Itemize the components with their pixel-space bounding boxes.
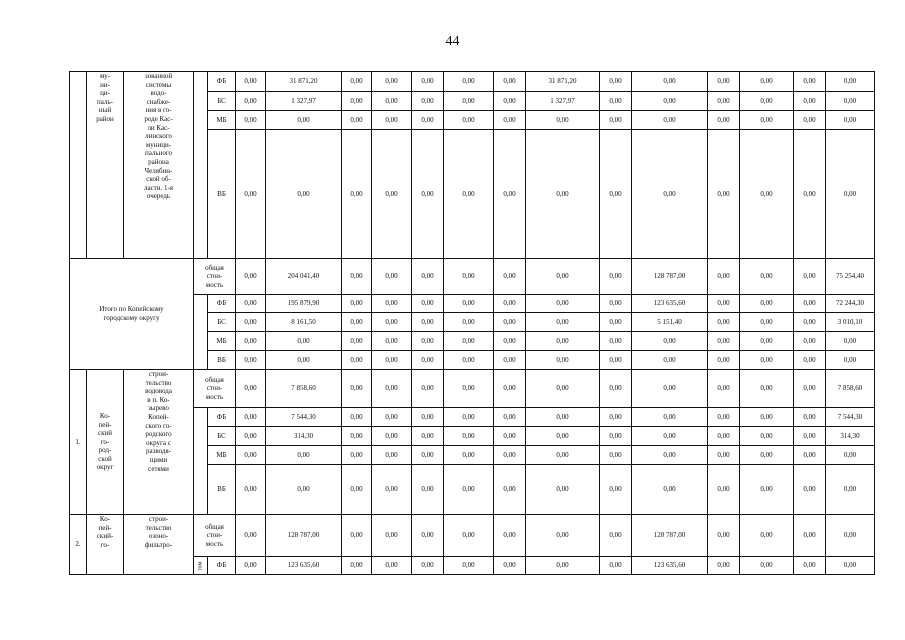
including-cell — [194, 72, 208, 259]
value-cell: 0,00 — [236, 259, 266, 295]
value-cell: 0,00 — [342, 295, 372, 313]
value-cell: 0,00 — [266, 111, 342, 130]
value-cell: 0,00 — [526, 351, 600, 370]
value-cell: 0,00 — [740, 111, 794, 130]
value-cell: 0,00 — [632, 446, 708, 465]
value-cell: 0,00 — [740, 446, 794, 465]
value-cell: 0,00 — [372, 351, 412, 370]
value-cell: 314,30 — [826, 427, 875, 446]
object-cell: строи- тельство озоно- фильтро- — [124, 515, 194, 575]
value-cell: 0,00 — [632, 370, 708, 408]
value-cell: 0,00 — [826, 92, 875, 111]
value-cell: 0,00 — [372, 259, 412, 295]
value-cell: 0,00 — [826, 130, 875, 259]
value-cell: 128 787,00 — [632, 515, 708, 557]
value-cell: 0,00 — [236, 446, 266, 465]
value-cell: 0,00 — [444, 332, 494, 351]
value-cell: 0,00 — [444, 130, 494, 259]
page-number: 44 — [445, 34, 460, 49]
organization-cell: Ко- пей- ский- го- — [87, 515, 124, 575]
source-cell: ВБ — [208, 351, 236, 370]
value-cell: 0,00 — [526, 332, 600, 351]
including-cell — [194, 295, 208, 370]
value-cell: 31 871,20 — [266, 72, 342, 92]
value-cell: 0,00 — [412, 130, 444, 259]
value-cell: 0,00 — [494, 313, 526, 332]
value-cell: 0,00 — [526, 313, 600, 332]
value-cell: 0,00 — [708, 515, 740, 557]
value-cell: 0,00 — [494, 72, 526, 92]
value-cell: 0,00 — [708, 446, 740, 465]
value-cell: 0,00 — [412, 332, 444, 351]
total-cost-label: общая стои- мость — [194, 259, 236, 295]
value-cell: 7 858,60 — [266, 370, 342, 408]
value-cell: 0,00 — [266, 351, 342, 370]
value-cell: 3 010,10 — [826, 313, 875, 332]
value-cell: 0,00 — [494, 465, 526, 515]
value-cell: 0,00 — [494, 92, 526, 111]
source-cell: ФБ — [208, 408, 236, 427]
value-cell: 0,00 — [708, 295, 740, 313]
value-cell: 0,00 — [632, 72, 708, 92]
value-cell: 204 041,40 — [266, 259, 342, 295]
value-cell: 0,00 — [342, 92, 372, 111]
value-cell: 0,00 — [794, 295, 826, 313]
total-cost-label: общая стои- мость — [194, 370, 236, 408]
value-cell: 0,00 — [826, 351, 875, 370]
value-cell: 0,00 — [708, 332, 740, 351]
value-cell: 0,00 — [526, 408, 600, 427]
organization-cell: Ко- пей- ский го- род- ской округ — [87, 370, 124, 515]
value-cell: 0,00 — [708, 92, 740, 111]
value-cell: 0,00 — [342, 332, 372, 351]
value-cell: 0,00 — [372, 427, 412, 446]
value-cell: 0,00 — [708, 313, 740, 332]
value-cell: 0,00 — [372, 130, 412, 259]
value-cell: 0,00 — [794, 130, 826, 259]
value-cell: 0,00 — [444, 427, 494, 446]
value-cell: 0,00 — [494, 515, 526, 557]
value-cell: 0,00 — [740, 370, 794, 408]
value-cell: 0,00 — [794, 515, 826, 557]
value-cell: 0,00 — [236, 557, 266, 575]
value-cell: 0,00 — [412, 259, 444, 295]
value-cell: 0,00 — [794, 446, 826, 465]
value-cell: 0,00 — [412, 295, 444, 313]
value-cell: 0,00 — [826, 332, 875, 351]
value-cell: 0,00 — [372, 370, 412, 408]
value-cell: 0,00 — [740, 465, 794, 515]
value-cell: 0,00 — [412, 515, 444, 557]
table-row — [70, 370, 875, 408]
value-cell: 0,00 — [236, 111, 266, 130]
value-cell: 0,00 — [794, 332, 826, 351]
value-cell: 0,00 — [600, 557, 632, 575]
value-cell: 0,00 — [342, 515, 372, 557]
table-row — [70, 259, 875, 295]
value-cell: 0,00 — [236, 92, 266, 111]
source-cell: ВБ — [208, 465, 236, 515]
value-cell: 0,00 — [600, 515, 632, 557]
value-cell: 0,00 — [740, 259, 794, 295]
value-cell: 0,00 — [266, 332, 342, 351]
value-cell: 0,00 — [266, 130, 342, 259]
value-cell: 0,00 — [708, 351, 740, 370]
value-cell: 0,00 — [708, 465, 740, 515]
value-cell: 0,00 — [372, 313, 412, 332]
source-cell: МБ — [208, 446, 236, 465]
value-cell: 0,00 — [494, 427, 526, 446]
value-cell: 0,00 — [600, 408, 632, 427]
value-cell: 0,00 — [494, 351, 526, 370]
value-cell: 0,00 — [372, 92, 412, 111]
value-cell: 1 327,97 — [526, 92, 600, 111]
value-cell: 0,00 — [708, 370, 740, 408]
value-cell: 0,00 — [444, 557, 494, 575]
value-cell: 314,30 — [266, 427, 342, 446]
table-row — [70, 72, 875, 92]
value-cell: 0,00 — [412, 427, 444, 446]
value-cell: 0,00 — [412, 446, 444, 465]
value-cell: 0,00 — [740, 427, 794, 446]
value-cell: 0,00 — [526, 370, 600, 408]
value-cell: 1 327,97 — [266, 92, 342, 111]
value-cell: 0,00 — [372, 557, 412, 575]
value-cell: 72 244,30 — [826, 295, 875, 313]
value-cell: 0,00 — [708, 557, 740, 575]
value-cell: 0,00 — [412, 408, 444, 427]
value-cell: 0,00 — [444, 313, 494, 332]
value-cell: 0,00 — [740, 515, 794, 557]
value-cell: 0,00 — [794, 313, 826, 332]
value-cell: 0,00 — [236, 351, 266, 370]
value-cell: 0,00 — [444, 408, 494, 427]
value-cell: 0,00 — [740, 557, 794, 575]
value-cell: 0,00 — [412, 351, 444, 370]
value-cell: 0,00 — [794, 408, 826, 427]
value-cell: 0,00 — [794, 72, 826, 92]
value-cell: 0,00 — [632, 332, 708, 351]
value-cell: 0,00 — [494, 370, 526, 408]
value-cell: 7 544,30 — [826, 408, 875, 427]
value-cell: 0,00 — [794, 111, 826, 130]
value-cell: 0,00 — [526, 465, 600, 515]
source-cell: ФБ — [208, 72, 236, 92]
value-cell: 0,00 — [444, 465, 494, 515]
value-cell: 0,00 — [526, 515, 600, 557]
value-cell: 0,00 — [372, 111, 412, 130]
value-cell: 0,00 — [740, 72, 794, 92]
source-cell: БС — [208, 92, 236, 111]
value-cell: 0,00 — [342, 72, 372, 92]
value-cell: 7 544,30 — [266, 408, 342, 427]
value-cell: 0,00 — [494, 557, 526, 575]
value-cell: 0,00 — [600, 295, 632, 313]
value-cell: 0,00 — [444, 515, 494, 557]
value-cell: 0,00 — [526, 259, 600, 295]
value-cell: 128 787,00 — [632, 259, 708, 295]
value-cell: 0,00 — [526, 427, 600, 446]
source-cell: МБ — [208, 111, 236, 130]
value-cell: 8 161,50 — [266, 313, 342, 332]
value-cell: 0,00 — [372, 446, 412, 465]
value-cell: 0,00 — [444, 259, 494, 295]
total-label-cell: Итого по Копейскому городскому округу — [70, 259, 194, 370]
value-cell: 0,00 — [236, 515, 266, 557]
value-cell: 0,00 — [494, 295, 526, 313]
value-cell: 0,00 — [342, 351, 372, 370]
value-cell: 0,00 — [708, 130, 740, 259]
value-cell: 0,00 — [632, 351, 708, 370]
value-cell: 0,00 — [632, 465, 708, 515]
table-row — [70, 515, 875, 557]
value-cell: 0,00 — [794, 557, 826, 575]
value-cell: 0,00 — [708, 427, 740, 446]
value-cell: 0,00 — [494, 111, 526, 130]
value-cell: 195 879,90 — [266, 295, 342, 313]
value-cell: 0,00 — [372, 332, 412, 351]
value-cell: 0,00 — [342, 465, 372, 515]
value-cell: 0,00 — [444, 295, 494, 313]
source-cell: ФБ — [208, 557, 236, 575]
including-cell — [194, 408, 208, 515]
value-cell: 0,00 — [708, 259, 740, 295]
value-cell: 0,00 — [236, 72, 266, 92]
value-cell: 123 635,60 — [632, 557, 708, 575]
value-cell: 0,00 — [632, 408, 708, 427]
value-cell: 0,00 — [826, 515, 875, 557]
value-cell: 123 635,60 — [266, 557, 342, 575]
total-cost-label: общая стои- мость — [194, 515, 236, 557]
value-cell: 0,00 — [794, 351, 826, 370]
value-cell: 75 254,40 — [826, 259, 875, 295]
value-cell: 0,00 — [342, 427, 372, 446]
value-cell: 0,00 — [236, 313, 266, 332]
source-cell: БС — [208, 427, 236, 446]
value-cell: 0,00 — [600, 111, 632, 130]
value-cell: 0,00 — [632, 130, 708, 259]
value-cell: 0,00 — [266, 446, 342, 465]
value-cell: 0,00 — [372, 465, 412, 515]
value-cell: 0,00 — [236, 130, 266, 259]
value-cell: 0,00 — [444, 351, 494, 370]
value-cell: 0,00 — [444, 92, 494, 111]
value-cell: 0,00 — [342, 130, 372, 259]
value-cell: 0,00 — [236, 370, 266, 408]
value-cell: 0,00 — [600, 332, 632, 351]
value-cell: 0,00 — [494, 332, 526, 351]
value-cell: 0,00 — [412, 370, 444, 408]
value-cell: 0,00 — [372, 295, 412, 313]
value-cell: 0,00 — [740, 130, 794, 259]
value-cell: 0,00 — [342, 370, 372, 408]
value-cell: 0,00 — [740, 313, 794, 332]
organization-cell: му- ни- ци- паль- ный район — [87, 72, 124, 259]
value-cell: 0,00 — [342, 557, 372, 575]
source-cell: ФБ — [208, 295, 236, 313]
value-cell: 0,00 — [526, 130, 600, 259]
value-cell: 0,00 — [444, 111, 494, 130]
value-cell: 0,00 — [826, 111, 875, 130]
value-cell: 0,00 — [632, 92, 708, 111]
budget-table-frame — [69, 71, 865, 581]
value-cell: 0,00 — [412, 72, 444, 92]
value-cell: 0,00 — [740, 295, 794, 313]
value-cell: 0,00 — [826, 72, 875, 92]
value-cell: 0,00 — [794, 370, 826, 408]
source-cell: БС — [208, 313, 236, 332]
value-cell: 0,00 — [372, 72, 412, 92]
row-number-cell: 2. — [70, 515, 87, 575]
value-cell: 0,00 — [444, 446, 494, 465]
value-cell: 0,00 — [526, 557, 600, 575]
value-cell: 0,00 — [236, 408, 266, 427]
value-cell: 0,00 — [600, 427, 632, 446]
value-cell: 0,00 — [342, 111, 372, 130]
value-cell: 0,00 — [236, 332, 266, 351]
value-cell: 0,00 — [600, 313, 632, 332]
value-cell: 0,00 — [412, 465, 444, 515]
value-cell: 0,00 — [494, 259, 526, 295]
value-cell: 0,00 — [632, 111, 708, 130]
value-cell: 0,00 — [444, 72, 494, 92]
value-cell: 0,00 — [708, 72, 740, 92]
value-cell: 0,00 — [372, 515, 412, 557]
value-cell: 0,00 — [236, 465, 266, 515]
value-cell: 0,00 — [444, 370, 494, 408]
value-cell: 0,00 — [236, 427, 266, 446]
vertical-label: том — [197, 561, 204, 571]
value-cell: 5 151,40 — [632, 313, 708, 332]
value-cell: 0,00 — [600, 72, 632, 92]
value-cell: 0,00 — [794, 92, 826, 111]
value-cell: 0,00 — [740, 408, 794, 427]
value-cell: 0,00 — [372, 408, 412, 427]
value-cell: 0,00 — [826, 557, 875, 575]
value-cell: 0,00 — [600, 370, 632, 408]
value-cell: 0,00 — [494, 446, 526, 465]
value-cell: 0,00 — [342, 408, 372, 427]
budget-table — [69, 71, 875, 575]
value-cell: 0,00 — [526, 295, 600, 313]
object-cell: строи- тельство водовода в п. Ко- зырево Копей- ского го- родского округа с разводя- щими сетями — [124, 370, 194, 515]
value-cell: 0,00 — [708, 408, 740, 427]
object-cell: зованной системы водо- снабже- ния в го- роде Кас- ли Кас- линского муници- пального района Челябин- ской об- ласти. 1-я очередь — [124, 72, 194, 259]
value-cell: 0,00 — [600, 446, 632, 465]
row-number-cell: 1. — [70, 370, 87, 515]
value-cell: 0,00 — [708, 111, 740, 130]
source-cell: ВБ — [208, 130, 236, 259]
value-cell: 7 858,60 — [826, 370, 875, 408]
value-cell: 0,00 — [794, 427, 826, 446]
value-cell: 123 635,60 — [632, 295, 708, 313]
value-cell: 0,00 — [600, 351, 632, 370]
value-cell: 0,00 — [494, 408, 526, 427]
value-cell: 0,00 — [740, 332, 794, 351]
value-cell: 0,00 — [794, 465, 826, 515]
value-cell: 0,00 — [526, 446, 600, 465]
value-cell: 0,00 — [342, 259, 372, 295]
value-cell: 0,00 — [236, 295, 266, 313]
value-cell: 0,00 — [600, 130, 632, 259]
value-cell: 0,00 — [266, 465, 342, 515]
value-cell: 0,00 — [412, 557, 444, 575]
value-cell: 0,00 — [740, 351, 794, 370]
value-cell: 0,00 — [826, 446, 875, 465]
value-cell: 0,00 — [412, 92, 444, 111]
including-cell — [194, 557, 208, 575]
value-cell: 31 871,20 — [526, 72, 600, 92]
value-cell: 0,00 — [740, 92, 794, 111]
value-cell: 0,00 — [342, 313, 372, 332]
value-cell: 0,00 — [494, 130, 526, 259]
value-cell: 0,00 — [826, 465, 875, 515]
value-cell: 0,00 — [412, 313, 444, 332]
row-number-cell — [70, 72, 87, 259]
value-cell: 0,00 — [412, 111, 444, 130]
source-cell: МБ — [208, 332, 236, 351]
value-cell: 0,00 — [600, 92, 632, 111]
value-cell: 0,00 — [794, 259, 826, 295]
value-cell: 0,00 — [342, 446, 372, 465]
value-cell: 0,00 — [600, 259, 632, 295]
value-cell: 0,00 — [600, 465, 632, 515]
value-cell: 0,00 — [632, 427, 708, 446]
value-cell: 0,00 — [526, 111, 600, 130]
value-cell: 128 787,00 — [266, 515, 342, 557]
